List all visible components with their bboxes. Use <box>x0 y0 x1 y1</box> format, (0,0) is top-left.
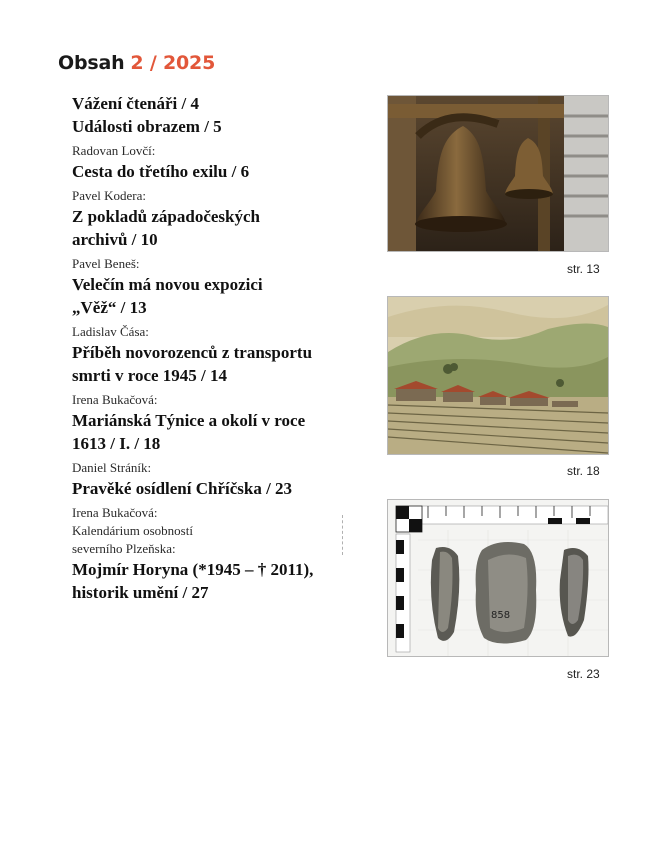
landscape-painting <box>387 296 609 455</box>
table-of-contents <box>72 92 362 604</box>
toc-author: Daniel Stráník: <box>72 460 152 475</box>
svg-text:858: 858 <box>491 610 511 621</box>
toc-author: severního Plzeňska: <box>72 541 176 556</box>
toc-title[interactable]: archivů / 10 <box>72 230 158 249</box>
toc-entry[interactable] <box>72 187 362 251</box>
toc-title[interactable]: Pravěké osídlení Chříčska / 23 <box>72 479 293 498</box>
toc-entry[interactable] <box>72 255 362 319</box>
toc-author: Pavel Kodera: <box>72 188 147 203</box>
toc-author: Ladislav Čása: <box>72 324 149 339</box>
toc-entry[interactable] <box>72 323 362 387</box>
toc-title[interactable]: Mariánská Týnice a okolí v roce <box>72 411 306 430</box>
toc-title[interactable]: Vážení čtenáři / 4 <box>72 94 199 113</box>
toc-author: Irena Bukačová: <box>72 505 158 520</box>
toc-title[interactable]: historik umění / 27 <box>72 583 209 602</box>
toc-author: Irena Bukačová: <box>72 392 158 407</box>
figure-caption: str. 18 <box>567 464 600 478</box>
margin-mark <box>342 515 344 555</box>
title-label: Obsah <box>58 52 125 74</box>
toc-author: Pavel Beneš: <box>72 256 140 271</box>
issue-number: 2 / 2025 <box>130 52 216 74</box>
toc-entry[interactable] <box>72 391 362 455</box>
landscape-image <box>388 297 608 454</box>
toc-entry[interactable] <box>72 459 362 500</box>
toc-author: Radovan Lovčí: <box>72 143 156 158</box>
bells-image <box>388 96 608 251</box>
toc-title[interactable]: „Věž“ / 13 <box>72 298 147 317</box>
bells-photo <box>387 95 609 252</box>
figure-caption: str. 23 <box>567 667 600 681</box>
toc-entry[interactable] <box>72 142 362 183</box>
toc-title[interactable]: Události obrazem / 5 <box>72 117 222 136</box>
toc-title[interactable]: Velečín má novou expozici <box>72 275 263 294</box>
toc-entry[interactable] <box>72 92 362 115</box>
toc-title[interactable]: 1613 / I. / 18 <box>72 434 161 453</box>
toc-title[interactable]: smrti v roce 1945 / 14 <box>72 366 228 385</box>
figure-caption: str. 13 <box>567 262 600 276</box>
toc-title[interactable]: Z pokladů západočeských <box>72 207 260 226</box>
toc-title[interactable]: Cesta do třetího exilu / 6 <box>72 162 250 181</box>
artifacts-photo <box>387 499 609 657</box>
page-title <box>58 52 215 74</box>
toc-author: Kalendárium osobností <box>72 523 193 538</box>
artifacts-image <box>388 500 608 656</box>
toc-entry[interactable] <box>72 504 362 604</box>
toc-title[interactable]: Příběh novorozenců z transportu <box>72 343 313 362</box>
toc-entry[interactable] <box>72 115 362 138</box>
toc-title[interactable]: Mojmír Horyna (*1945 – † 2011), <box>72 560 314 579</box>
